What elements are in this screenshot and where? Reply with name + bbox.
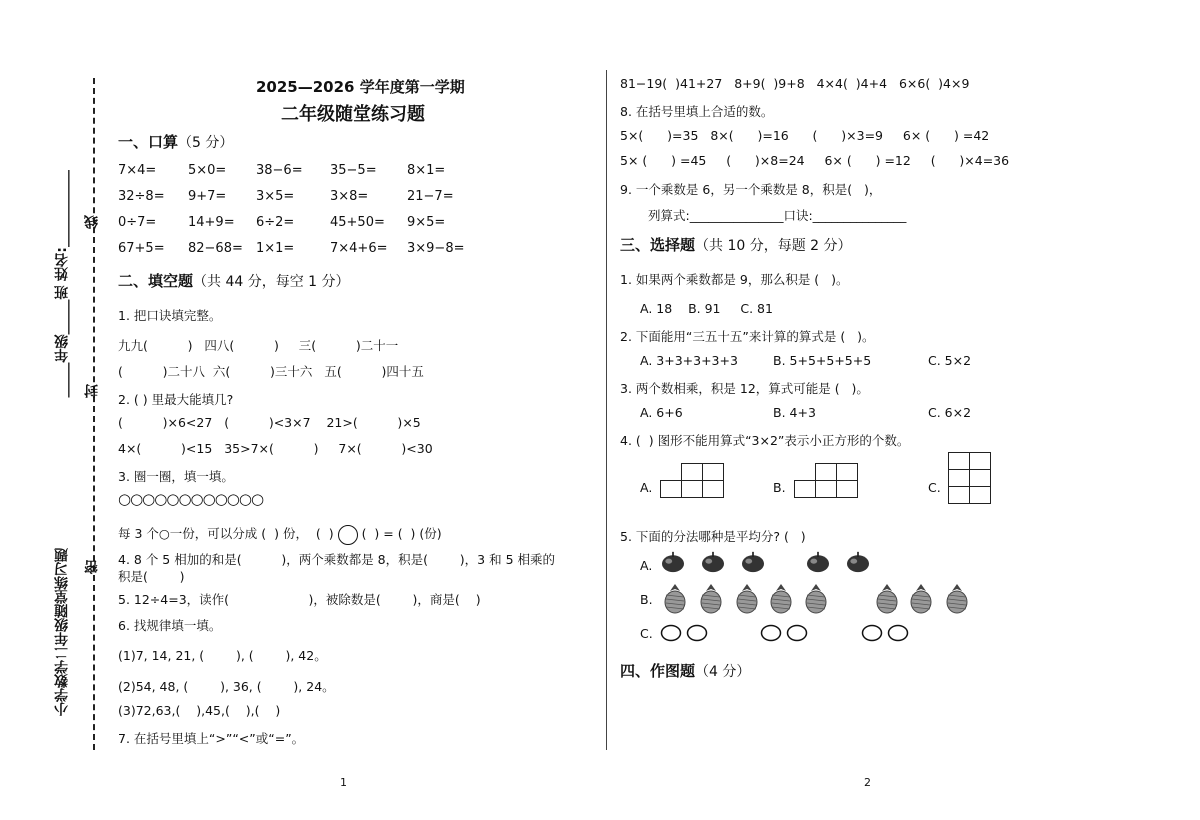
oral-calc-item: 1×1= <box>256 241 295 256</box>
oral-calc-item: 3×5= <box>256 189 295 204</box>
section1-note: （5 分） <box>178 135 234 151</box>
oral-calc-item: 3×8= <box>330 189 369 204</box>
oral-calc-item: 67+5= <box>118 241 165 256</box>
seal-char-feng: 封 <box>84 384 100 398</box>
oral-calc-item: 9+7= <box>188 189 227 204</box>
term-heading: 2025—2026 学年度第一学期 <box>256 78 465 96</box>
oral-calc-item: 7×4+6= <box>330 241 388 256</box>
s2-q1: 1. 把口诀填完整。 <box>118 308 222 323</box>
s3-q3-opt-b: B. 4+3 <box>773 405 816 420</box>
s2-q5: 5. 12÷4=3，读作( )，被除数是( )，商是( ) <box>118 592 481 607</box>
s2-q1-a: 九九( ) 四八( ) 三( )二十一 <box>118 338 399 353</box>
apple-icon <box>660 551 686 573</box>
section4-title: 四、作图题 <box>620 662 696 680</box>
section3-title: 三、选择题 <box>620 236 696 254</box>
oral-calc-item: 38−6= <box>256 163 303 178</box>
s2-q1-b: ( )二十八 六( )三十六 五( )四十五 <box>118 364 424 379</box>
s2-q7-row: 81−19( )41+27 8+9( )9+8 4×4( )4+4 6×6( )4×9 <box>620 76 970 91</box>
pineapple-icon <box>874 582 900 614</box>
oral-calc-item: 35−5= <box>330 163 377 178</box>
s3-q2-opt-c: C. 5×2 <box>928 353 972 368</box>
s3-q5: 5. 下面的分法哪种是平均分? ( ) <box>620 529 806 544</box>
s3-q4-opt-a: A. <box>640 480 653 495</box>
s2-q4-a: 4. 8 个 5 相加的和是( )，两个乘数都是 8，积是( )，3 和 5 相乘的 <box>118 552 556 567</box>
s3-q5-opt-a: A. <box>640 558 653 573</box>
oral-calc-item: 14+9= <box>188 215 235 230</box>
section2-title: 二、填空题 <box>118 272 194 290</box>
apple-icon <box>845 551 871 573</box>
pineapple-icon <box>734 582 760 614</box>
pineapple-icon <box>803 582 829 614</box>
s2-q7: 7. 在括号里填上“>”“<”或“=”。 <box>118 731 305 746</box>
s2-q6-3: (3)72,63,( ),45,( ),( ) <box>118 703 281 718</box>
s2-q9: 9. 一个乘数是 6，另一个乘数是 8，积是( )， <box>620 182 882 197</box>
s3-q1: 1. 如果两个乘数都是 9，那么积是 ( )。 <box>620 272 849 287</box>
s2-q9-b: 列算式:_______________口诀:_______________ <box>648 208 907 223</box>
pineapple-icon <box>944 582 970 614</box>
circle-icon <box>686 624 708 642</box>
oral-calc-item: 32÷8= <box>118 189 165 204</box>
circle-icon <box>887 624 909 642</box>
s3-q3-opt-a: A. 6+6 <box>640 405 683 420</box>
s3-q4-opt-c: C. <box>928 480 941 495</box>
circle-icon <box>786 624 808 642</box>
oral-calc-item: 5×0= <box>188 163 227 178</box>
page-divider <box>606 70 607 750</box>
apple-icon <box>700 551 726 573</box>
s3-q4: 4. ( ) 图形不能用算式“3×2”表示小正方形的个数。 <box>620 433 910 448</box>
s2-q8: 8. 在括号里填上合适的数。 <box>620 104 774 119</box>
grid-figure-c <box>948 452 991 504</box>
circle-icon <box>760 624 782 642</box>
section3-heading <box>620 234 852 255</box>
s2-q6: 6. 找规律填一填。 <box>118 618 222 633</box>
section2-note: （共 44 分，每空 1 分） <box>193 274 350 290</box>
student-info-line: _____年级_____班 姓名:___________ <box>54 170 70 398</box>
s2-q3-fill <box>118 524 442 545</box>
oral-calc-item: 7×4= <box>118 163 157 178</box>
s2-q8-a: 5×( )=35 8×( )=16 ( )×3=9 6× ( ) =42 <box>620 128 990 143</box>
s2-q2-a: ( )×6<27 ( )<3×7 21>( )×5 <box>118 415 421 430</box>
seal-char-mi: 密 <box>84 560 100 574</box>
s2-q2-b: 4×( )<15 35>7×( ) 7×( )<30 <box>118 441 433 456</box>
binding-exam-name: 小学数学二年级随堂练习题 <box>54 548 70 716</box>
s2-q6-2: (2)54, 48, ( ), 36, ( ), 24。 <box>118 679 335 694</box>
s3-q5-opt-b: B. <box>640 592 653 607</box>
grid-figure-a <box>660 463 724 498</box>
oral-calc-item: 3×9−8= <box>407 241 465 256</box>
s2-q8-b: 5× ( ) =45 ( )×8=24 6× ( ) =12 ( )×4=36 <box>620 153 1010 168</box>
page-number-2: 2 <box>864 776 871 789</box>
oral-calc-item: 8×1= <box>407 163 446 178</box>
circle-icon <box>861 624 883 642</box>
s3-q2: 2. 下面能用“三五十五”来计算的算式是 ( )。 <box>620 329 875 344</box>
pineapple-icon <box>662 582 688 614</box>
oral-calc-item: 82−68= <box>188 241 243 256</box>
apple-icon <box>740 551 766 573</box>
page-number-1: 1 <box>340 776 347 789</box>
s3-q4-opt-b: B. <box>773 480 786 495</box>
oral-calc-item: 6÷2= <box>256 215 295 230</box>
s3-q1-options: A. 18 B. 91 C. 81 <box>640 301 773 316</box>
pineapple-icon <box>698 582 724 614</box>
s3-q3-opt-c: C. 6×2 <box>928 405 972 420</box>
section3-note: （共 10 分，每题 2 分） <box>695 238 852 254</box>
oral-calc-item: 45+50= <box>330 215 385 230</box>
s2-q3-circles: ○○○○○○○○○○○○ <box>118 490 264 508</box>
oral-calc-item: 9×5= <box>407 215 446 230</box>
s2-q4-b: 积是( ) <box>118 569 185 584</box>
s2-q6-1: (1)7, 14, 21, ( ), ( ), 42。 <box>118 648 327 663</box>
grid-figure-b <box>794 463 858 498</box>
section1-heading <box>118 131 233 152</box>
s2-q3-a: 每 3 个○一份，可以分成 ( ) 份， ( ) <box>118 526 334 541</box>
seal-char-line: 线 <box>84 215 100 229</box>
oral-calc-item: 0÷7= <box>118 215 157 230</box>
s2-q3: 3. 圈一圈，填一填。 <box>118 469 234 484</box>
pineapple-icon <box>908 582 934 614</box>
s3-q2-opt-a: A. 3+3+3+3+3 <box>640 353 738 368</box>
page-title: 二年级随堂练习题 <box>281 104 425 125</box>
s3-q5-opt-c: C. <box>640 626 653 641</box>
binding-dashed-line <box>93 78 95 750</box>
section4-note: （4 分） <box>695 664 751 680</box>
section2-heading <box>118 270 350 291</box>
s3-q3: 3. 两个数相乘，积是 12，算式可能是 ( )。 <box>620 381 869 396</box>
section1-title: 一、口算 <box>118 133 179 151</box>
apple-icon <box>805 551 831 573</box>
section4-heading <box>620 660 750 681</box>
pineapple-icon <box>768 582 794 614</box>
oral-calc-item: 21−7= <box>407 189 454 204</box>
s2-q3-b: ( ) = ( ) (份) <box>361 526 442 541</box>
s2-q2: 2. ( ) 里最大能填几? <box>118 392 234 407</box>
blank-circle-icon <box>338 525 358 545</box>
s3-q2-opt-b: B. 5+5+5+5+5 <box>773 353 872 368</box>
circle-icon <box>660 624 682 642</box>
